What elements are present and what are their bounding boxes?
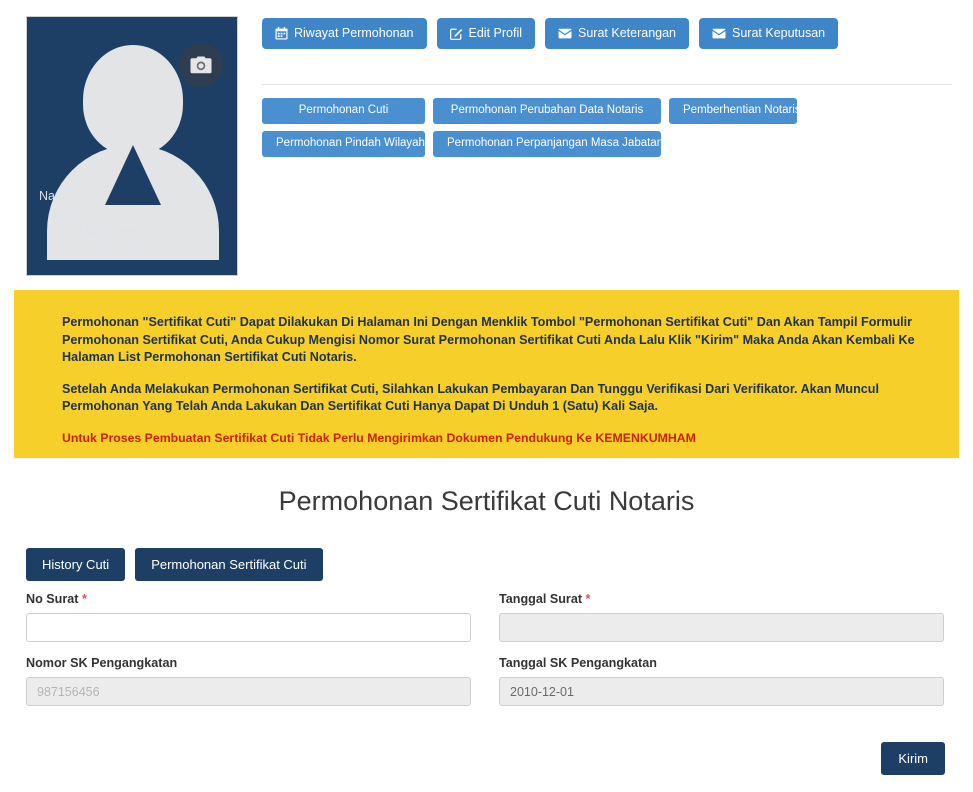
- required-marker: *: [585, 592, 591, 606]
- required-marker: *: [81, 592, 87, 606]
- surat-keputusan-label: Surat Keputusan: [732, 26, 826, 41]
- profile-meta: [27, 187, 238, 259]
- form-row-2: [26, 656, 944, 706]
- label-nomor-sk: Nomor SK Pengangkatan: [26, 656, 178, 670]
- field-nomor-sk-pengangkatan: [26, 656, 471, 706]
- edit-profil-label: Edit Profil: [468, 26, 523, 41]
- label-tanggal-sk: Tanggal SK Pengangkatan: [499, 656, 657, 670]
- label-tanggal-surat-text: Tanggal Surat: [499, 592, 583, 606]
- toolbar-divider: [262, 84, 952, 85]
- camera-icon[interactable]: [179, 43, 223, 87]
- label-no-surat-text: No Surat: [26, 592, 79, 606]
- tanggal-sk-input[interactable]: [499, 677, 944, 706]
- profile-card: [26, 16, 238, 276]
- profile-nama: Nama :: [39, 189, 80, 203]
- tab-history-cuti[interactable]: History Cuti: [26, 548, 125, 581]
- field-tanggal-surat: [499, 592, 944, 642]
- toolbar: [262, 18, 962, 49]
- calendar-icon: [275, 27, 288, 40]
- tanggal-surat-input[interactable]: [499, 613, 944, 642]
- label-no-surat: [26, 592, 471, 606]
- tab-permohonan-sertifikat-cuti[interactable]: Permohonan Sertifikat Cuti: [135, 548, 322, 581]
- envelope-icon: [712, 28, 726, 39]
- label-tanggal-surat: [499, 592, 944, 606]
- tab-bar: [26, 548, 323, 581]
- profile-username: Username :: [79, 225, 144, 239]
- nav-row-2: [262, 131, 664, 157]
- nav-permohonan-pindah-wilayah[interactable]: Permohonan Pindah Wilayah: [262, 131, 425, 157]
- nav-row-1: [262, 98, 801, 124]
- pencil-square-icon: [450, 27, 463, 40]
- riwayat-permohonan-button[interactable]: [262, 18, 427, 49]
- nav-pemberhentian-notaris[interactable]: Pemberhentian Notaris: [669, 98, 797, 124]
- notice-paragraph-2: Setelah Anda Melakukan Permohonan Sertifikat Cuti, Silahkan Lakukan Pembayaran Dan Tunggu Verifikasi Dari Verifikator. Akan Muncul Permohonan Yang Telah Anda Lakukan Dan Sertifikat Cuti Hanya Dapat Di Unduh 1 (Satu) Kali Saja.: [62, 381, 879, 413]
- nav-permohonan-perpanjangan-masa-jabatan[interactable]: Permohonan Perpanjangan Masa Jabatan: [433, 131, 661, 157]
- nomor-sk-input[interactable]: [26, 677, 471, 706]
- edit-profil-button[interactable]: [437, 18, 536, 49]
- field-tanggal-sk-pengangkatan: [499, 656, 944, 706]
- profile-email: Email :: [53, 207, 92, 221]
- form-row-1: [26, 592, 944, 642]
- notice-panel: [14, 290, 959, 458]
- envelope-icon: [558, 28, 572, 39]
- notice-paragraph-1: Permohonan "Sertifikat Cuti" Dapat Dilakukan Di Halaman Ini Dengan Menklik Tombol "Permohonan Sertifikat Cuti" Dan Akan Tampil Formulir Permohonan Sertifikat Cuti, Anda Cukup Mengisi Nomor Surat Permohonan Sertifikat Cuti Anda Lalu Klik "Kirim" Maka Anda Akan Kembali Ke Halaman List Permohonan Sertifikat Cuti Notaris.: [62, 315, 915, 364]
- nav-permohonan-perubahan-data-notaris[interactable]: Permohonan Perubahan Data Notaris: [433, 98, 661, 124]
- no-surat-input[interactable]: [26, 613, 471, 642]
- permohonan-form: [26, 592, 944, 720]
- riwayat-permohonan-label: Riwayat Permohonan: [294, 26, 414, 41]
- notice-warning: Untuk Proses Pembuatan Sertifikat Cuti Tidak Perlu Mengirimkan Dokumen Pendukung Ke KEMENKUMHAM: [62, 430, 696, 445]
- nav-permohonan-cuti[interactable]: Permohonan Cuti: [262, 98, 425, 124]
- kirim-button[interactable]: Kirim: [881, 742, 945, 775]
- profile-status: Status : Notaris: [87, 243, 173, 257]
- surat-keterangan-label: Surat Keterangan: [578, 26, 677, 41]
- page-title: Permohonan Sertifikat Cuti Notaris: [278, 486, 695, 516]
- surat-keterangan-button[interactable]: [545, 18, 689, 49]
- submit-area: [881, 742, 945, 775]
- surat-keputusan-button[interactable]: [699, 18, 838, 49]
- field-no-surat: [26, 592, 471, 642]
